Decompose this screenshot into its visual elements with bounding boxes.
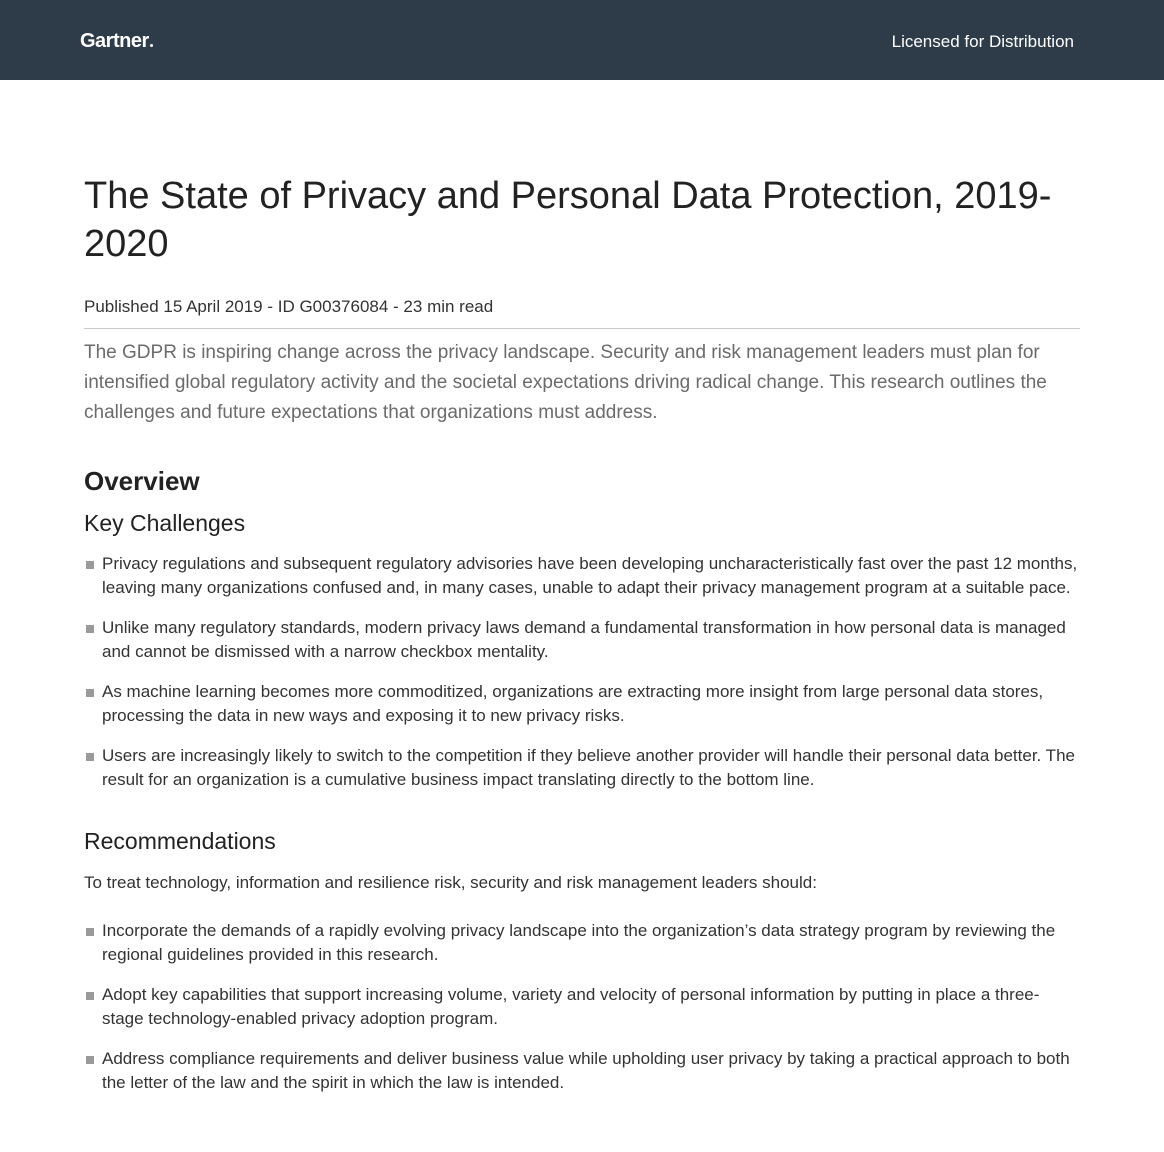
square-bullet-icon	[86, 928, 94, 936]
document-summary: The GDPR is inspiring change across the privacy landscape. Security and risk management leaders must plan for intensified global regulatory activity and the societal expectations driving radical change. This research outlines the challenges and future expectations that organizations must address.	[84, 342, 1047, 423]
list-item	[84, 616, 1080, 664]
list-item	[84, 744, 1080, 792]
top-header-bar	[0, 0, 1164, 80]
recommendations-intro: To treat technology, information and resilience risk, security and risk management leaders should:	[84, 873, 817, 892]
logo-text: Gartner	[80, 30, 149, 52]
recommendations-heading: Recommendations	[84, 828, 276, 854]
list-item-text: Adopt key capabilities that support increasing volume, variety and velocity of personal information by putting in place a three-stage technology-enabled privacy adoption program.	[102, 985, 1040, 1028]
list-item	[84, 983, 1080, 1031]
square-bullet-icon	[86, 753, 94, 761]
key-challenges-heading: Key Challenges	[84, 510, 246, 536]
list-item	[84, 919, 1080, 967]
square-bullet-icon	[86, 689, 94, 697]
recommendations-list	[84, 919, 1080, 1095]
list-item-text: As machine learning becomes more commoditized, organizations are extracting more insight from large personal data stores, processing the data in new ways and exposing it to new privacy risks.	[102, 682, 1044, 725]
list-item-text: Unlike many regulatory standards, modern privacy laws demand a fundamental transformation in how personal data is managed and cannot be dismissed with a narrow checkbox mentality.	[102, 618, 1066, 661]
list-item	[84, 680, 1080, 728]
list-item-text: Users are increasingly likely to switch to the competition if they believe another provider will handle their personal data better. The result for an organization is a cumulative business impact translating directly to the bottom line.	[102, 746, 1075, 789]
square-bullet-icon	[86, 1056, 94, 1064]
list-item	[84, 552, 1080, 600]
document-content	[84, 172, 1080, 1111]
document-title: The State of Privacy and Personal Data Protection, 2019-2020	[84, 175, 1052, 265]
overview-heading: Overview	[84, 466, 200, 496]
logo-dot-icon	[150, 44, 153, 47]
list-item-text: Incorporate the demands of a rapidly evolving privacy landscape into the organization’s data strategy program by reviewing the regional guidelines provided in this research.	[102, 921, 1056, 964]
license-label: Licensed for Distribution	[891, 32, 1074, 51]
gartner-logo[interactable]	[80, 29, 153, 53]
square-bullet-icon	[86, 625, 94, 633]
list-item-text: Address compliance requirements and deliver business value while upholding user privacy by taking a practical approach to both the letter of the law and the spirit in which the law is intended.	[102, 1049, 1070, 1092]
list-item	[84, 1047, 1080, 1095]
publication-meta: Published 15 April 2019 - ID G00376084 - 23 min read	[84, 295, 1080, 329]
square-bullet-icon	[86, 561, 94, 569]
key-challenges-list	[84, 552, 1080, 792]
list-item-text: Privacy regulations and subsequent regulatory advisories have been developing uncharacteristically fast over the past 12 months, leaving many organizations confused and, in many cases, unable to adapt their privacy management program at a suitable pace.	[102, 554, 1078, 597]
square-bullet-icon	[86, 992, 94, 1000]
